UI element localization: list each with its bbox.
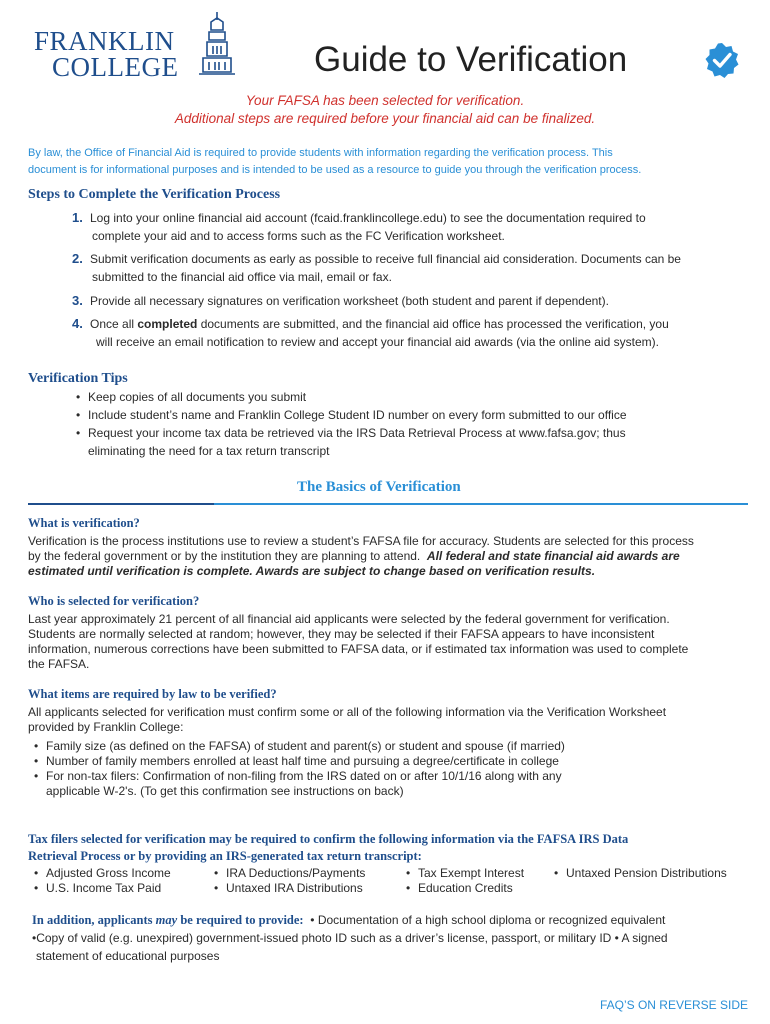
step-text-cont: will receive an email notification to review and accept your financial aid awards (via the online aid system). (96, 335, 659, 349)
answer-line: the FAFSA. (28, 657, 90, 671)
list-item: • Tax Exempt Interest (402, 866, 552, 881)
answer-line: Students are normally selected at random; however, they may be selected if their FAFSA appears to have inconsistent (28, 627, 655, 641)
answer-emphasis: All federal and state financial aid awards are (426, 549, 680, 563)
step-text: Log into your online financial aid account (fcaid.franklincollege.edu) to see the documentation required to (90, 211, 646, 225)
question-required-items: What items are required by law to be verified? (28, 687, 277, 701)
tower-logo-icon (197, 10, 237, 76)
answer-what-is-verification (28, 534, 758, 579)
selection-notice-line2: Additional steps are required before your financial aid can be finalized. (174, 111, 596, 126)
step-4 (72, 315, 752, 351)
section-divider-right (214, 503, 748, 505)
college-logo (34, 22, 244, 80)
answer-line: Last year approximately 21 percent of all financial aid applicants were selected by the federal government for verification. (28, 612, 670, 626)
required-items-list (30, 739, 750, 799)
list-item: • Family size (as defined on the FAFSA) of student and parent(s) or student and spouse (if married) (30, 739, 750, 754)
step-text-cont: complete your aid and to access forms such as the FC Verification worksheet. (92, 229, 505, 243)
list-item: • U.S. Income Tax Paid (30, 881, 210, 896)
tips-heading: Verification Tips (28, 371, 128, 386)
addition-line2: •Copy of valid (e.g. unexpired) government-issued photo ID such as a driver’s license, passport, or military ID • A signed (32, 931, 668, 945)
step-number: 3. (72, 293, 83, 308)
step-text: Provide all necessary signatures on verification worksheet (both student and parent if dependent). (90, 294, 609, 308)
answer-required-items (28, 705, 758, 735)
taxfilers-heading-line2: Retrieval Process or by providing an IRS-generated tax return transcript: (28, 849, 422, 863)
answer-line: Verification is the process institutions use to review a student’s FAFSA file for accuracy. Students are selected for this process (28, 534, 694, 548)
step-3 (72, 292, 752, 310)
question-who-is-selected: Who is selected for verification? (28, 594, 200, 608)
list-item: • Education Credits (402, 881, 552, 896)
list-item-cont (30, 784, 750, 799)
list-item-cont (72, 442, 752, 460)
logo-line1: FRANKLIN (34, 26, 175, 56)
step-number: 2. (72, 251, 83, 266)
step-number: 4. (72, 316, 83, 331)
step-1 (72, 209, 752, 245)
list-item: • Untaxed IRA Distributions (210, 881, 400, 896)
step-text-pre: Once all (90, 317, 138, 331)
taxfilers-heading-line1: Tax filers selected for verification may be required to confirm the following information via the FAFSA IRS Data (28, 832, 629, 846)
addition-label: In addition, applicants (32, 913, 156, 927)
answer-line: provided by Franklin College: (28, 720, 184, 734)
answer-line: All applicants selected for verification must confirm some or all of the following information via the Verification Worksheet (28, 705, 667, 719)
section-divider-left (28, 503, 214, 505)
step-2 (72, 250, 762, 286)
taxfilers-col2 (210, 866, 400, 896)
list-item: • IRA Deductions/Payments (210, 866, 400, 881)
list-item-cont-text: applicable W-2's. (To get this confirmation see instructions on back) (46, 784, 404, 798)
step-text-bold: completed (137, 317, 198, 331)
addition-item: Documentation of a high school diploma or recognized equivalent (317, 913, 666, 927)
addition-line1: In addition, applicants may be required to provide: • Documentation of a high school diploma or recognized equivalent (32, 913, 666, 927)
step-text-post: documents are submitted, and the financial aid office has processed the verification, you (197, 317, 669, 331)
list-item-cont-text: eliminating the need for a tax return transcript (88, 444, 330, 458)
addition-line3: statement of educational purposes (36, 949, 220, 963)
faq-reverse-note: FAQ’S ON REVERSE SIDE (599, 998, 748, 1012)
list-item: • Untaxed Pension Distributions (550, 866, 760, 881)
page-title: Guide to Verification (314, 40, 628, 79)
list-item: • For non-tax filers: Confirmation of non-filing from the IRS dated on or after 10/1/16 along with any (30, 769, 750, 784)
step-text: Submit verification documents as early as possible to receive full financial aid consideration. Documents can be (90, 252, 681, 266)
answer-line: information, numerous corrections have been submitted to FAFSA data, or if estimated tax information was used to complete (28, 642, 689, 656)
addition-label-may: may (155, 913, 178, 927)
question-what-is-verification: What is verification? (28, 516, 140, 530)
intro-line2: document is for informational purposes and is intended to be used as a resource to guide you through the verification process. (28, 164, 642, 176)
list-item: • Number of family members enrolled at least half time and pursuing a degree/certificate in college (30, 754, 750, 769)
step-number: 1. (72, 210, 83, 225)
list-item: • Include student’s name and Franklin College Student ID number on every form submitted to our office (72, 406, 752, 424)
answer-who-is-selected (28, 612, 758, 672)
taxfilers-col1 (30, 866, 210, 896)
selection-notice-line1: Your FAFSA has been selected for verification. (245, 93, 525, 108)
answer-line: by the federal government or by the institution they are planning to attend. (28, 549, 421, 563)
tips-list (72, 388, 752, 460)
list-item: • Request your income tax data be retrieved via the IRS Data Retrieval Process at www.fafsa.gov; thus (72, 424, 752, 442)
addition-label: be required to provide: (177, 913, 304, 927)
basics-heading: The Basics of Verification (297, 479, 461, 495)
answer-emphasis: estimated until verification is complete. Awards are subject to change based on verification results. (28, 564, 596, 578)
step-text-cont: submitted to the financial aid office via mail, email or fax. (92, 270, 392, 284)
taxfilers-col4 (550, 866, 760, 881)
taxfilers-col3 (402, 866, 552, 896)
check-badge-icon (704, 42, 740, 78)
list-item: • Adjusted Gross Income (30, 866, 210, 881)
list-item: • Keep copies of all documents you submit (72, 388, 752, 406)
intro-line1: By law, the Office of Financial Aid is required to provide students with information regarding the verification process. This (28, 147, 613, 159)
steps-heading: Steps to Complete the Verification Process (28, 187, 281, 202)
logo-line2: COLLEGE (52, 52, 179, 82)
